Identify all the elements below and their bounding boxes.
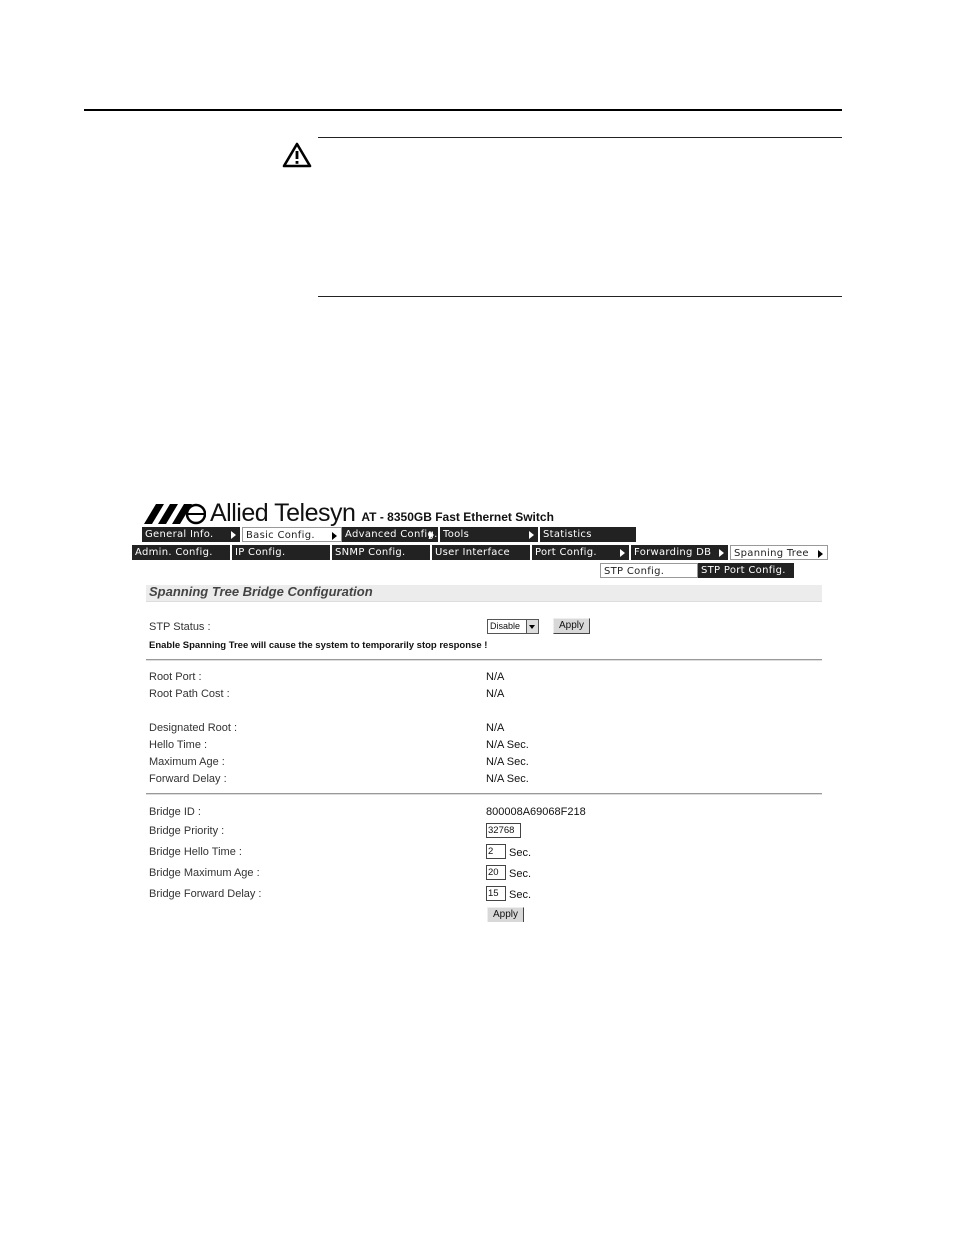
menu-label: User Interface <box>435 547 510 558</box>
arrow-right-icon <box>332 532 337 540</box>
bridge-priority-input[interactable]: 32768 <box>486 823 521 838</box>
menu-label: Admin. Config. <box>135 547 213 558</box>
model-name: AT - 8350GB Fast Ethernet Switch <box>361 510 554 524</box>
allied-telesyn-logo-icon <box>144 502 206 526</box>
root-port-value: N/A <box>486 671 505 683</box>
page-top-rule <box>84 109 842 111</box>
main-menu <box>142 527 638 542</box>
brand-header <box>144 496 554 526</box>
arrow-right-icon <box>818 550 823 558</box>
menu-stp-config[interactable] <box>600 563 698 578</box>
section-divider <box>146 659 822 661</box>
bridge-max-age-input[interactable]: 20 <box>486 865 506 880</box>
menu-spanning-tree[interactable] <box>730 545 828 560</box>
bridge-id-value: 800008A69068F218 <box>486 806 586 818</box>
forward-delay-value: N/A Sec. <box>486 773 529 785</box>
arrow-right-icon <box>429 531 434 539</box>
menu-ip-config[interactable] <box>232 545 332 560</box>
arrow-right-icon <box>719 549 724 557</box>
menu-advanced-config[interactable] <box>342 527 440 542</box>
brand-name: Allied Telesyn <box>210 499 356 527</box>
arrow-right-icon <box>231 531 236 539</box>
menu-basic-config[interactable] <box>242 527 342 542</box>
bridge-hello-time-input[interactable]: 2 <box>486 844 506 859</box>
bridge-forward-delay-input[interactable]: 15 <box>486 886 506 901</box>
root-path-cost-value: N/A <box>486 688 505 700</box>
bridge-hello-time-label: Bridge Hello Time : <box>149 846 242 858</box>
arrow-right-icon <box>620 549 625 557</box>
designated-root-label: Designated Root : <box>149 722 238 734</box>
bridge-priority-label: Bridge Priority : <box>149 825 225 837</box>
menu-forwarding-db[interactable] <box>631 545 730 560</box>
arrow-right-icon <box>529 531 534 539</box>
stp-status-value: Disable <box>490 621 521 631</box>
menu-label: Port Config. <box>535 547 597 558</box>
menu-label: Statistics <box>543 529 592 540</box>
sec-unit-label: Sec. <box>509 847 532 859</box>
bridge-forward-delay-label: Bridge Forward Delay : <box>149 888 262 900</box>
menu-label: General Info. <box>145 529 214 540</box>
menu-label: Tools <box>443 529 470 540</box>
bridge-max-age-label: Bridge Maximum Age : <box>149 867 260 879</box>
caution-icon <box>282 142 312 168</box>
maximum-age-label: Maximum Age : <box>149 756 225 768</box>
browser-screenshot <box>132 490 842 922</box>
bridge-id-label: Bridge ID : <box>149 806 201 818</box>
maximum-age-value: N/A Sec. <box>486 756 529 768</box>
menu-port-config[interactable] <box>532 545 631 560</box>
menu-snmp-config[interactable] <box>332 545 432 560</box>
root-path-cost-label: Root Path Cost : <box>149 688 230 700</box>
stp-status-label: STP Status : <box>149 621 211 633</box>
menu-statistics[interactable] <box>540 527 638 542</box>
menu-label: Advanced Config. <box>345 529 438 540</box>
apply-status-button[interactable]: Apply <box>553 618 590 634</box>
menu-tools[interactable] <box>440 527 540 542</box>
caution-note-box <box>318 137 842 297</box>
menu-user-interface[interactable] <box>432 545 532 560</box>
menu-label: Spanning Tree <box>734 548 809 559</box>
menu-label: STP Port Config. <box>701 565 786 576</box>
chevron-down-icon <box>526 620 538 633</box>
section-divider <box>146 793 822 795</box>
stp-status-select[interactable] <box>487 619 539 634</box>
basic-config-submenu <box>132 545 828 560</box>
menu-general-info[interactable] <box>142 527 242 542</box>
menu-label: SNMP Config. <box>335 547 406 558</box>
sec-unit-label: Sec. <box>509 889 532 901</box>
root-port-label: Root Port : <box>149 671 202 683</box>
menu-label: Basic Config. <box>246 530 315 541</box>
spanning-tree-submenu <box>600 563 796 578</box>
stp-config-panel <box>146 584 822 920</box>
page-title: Spanning Tree Bridge Configuration <box>146 585 822 602</box>
hello-time-label: Hello Time : <box>149 739 208 751</box>
hello-time-value: N/A Sec. <box>486 739 529 751</box>
stp-warning-text: Enable Spanning Tree will cause the system to temporarily stop response ! <box>149 640 488 651</box>
designated-root-value: N/A <box>486 722 505 734</box>
menu-label: Forwarding DB <box>634 547 712 558</box>
menu-stp-port-config[interactable] <box>698 563 796 578</box>
menu-label: IP Config. <box>235 547 286 558</box>
menu-admin-config[interactable] <box>132 545 232 560</box>
forward-delay-label: Forward Delay : <box>149 773 227 785</box>
menu-label: STP Config. <box>604 566 665 577</box>
apply-bridge-button[interactable]: Apply <box>487 907 524 922</box>
sec-unit-label: Sec. <box>509 868 532 880</box>
